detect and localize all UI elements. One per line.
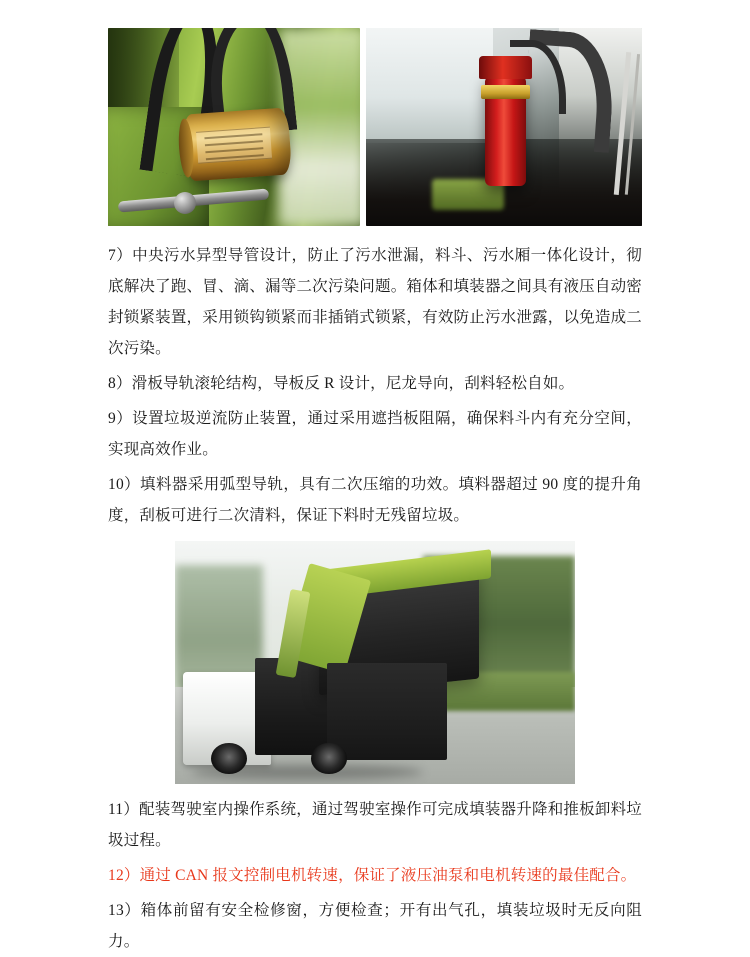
top-photo-row — [108, 28, 642, 226]
wheel-rear — [311, 743, 347, 775]
paragraph-13: 13）箱体前留有安全检修窗，方便检查；开有出气孔，填装垃圾时无反向阻力。 — [108, 902, 642, 950]
paragraph-11: 11）配装驾驶室内操作系统，通过驾驶室操作可完成填装器升降和推板卸料垃圾过程。 — [108, 801, 642, 849]
photo-oil-filter — [108, 28, 360, 226]
oil-filter-canister — [181, 108, 291, 183]
paragraph-12: 12）通过 CAN 报文控制电机转速，保证了液压油泵和电机转速的最佳配合。 — [108, 867, 637, 884]
filter-head — [479, 56, 531, 80]
body-text-bottom — [108, 790, 642, 957]
paragraph-8: 8）滑板导轨滚轮结构，导板反 R 设计，尼龙导向，刮料轻松自如。 — [108, 375, 575, 392]
photo-red-filter — [366, 28, 642, 226]
body-text-top — [108, 226, 642, 531]
tailgate — [327, 663, 447, 760]
wheel-front — [211, 743, 247, 775]
bolt-icon — [174, 192, 196, 214]
filter-label — [195, 126, 271, 164]
paragraph-7: 7）中央污水异型导管设计，防止了污水泄漏，料斗、污水厢一体化设计，彻底解决了跑、冒、滴、漏等二次污染问题。箱体和填装器之间具有液压自动密封锁紧装置，采用锁钩锁紧而非插销式锁紧，有效防止污水泄露，以免造成二次污染。 — [108, 247, 642, 357]
photo-garbage-truck — [175, 541, 575, 784]
paragraph-10: 10）填料器采用弧型导轨，具有二次压缩的功效。填料器超过 90 度的提升角度，刮板可进行二次清料，保证下料时无残留垃圾。 — [108, 476, 642, 524]
filter-clamp-band — [481, 85, 531, 99]
paragraph-9: 9）设置垃圾逆流防止装置，通过采用遮挡板阻隔，确保料斗内有充分空间，实现高效作业。 — [108, 410, 642, 458]
windshield-region — [366, 28, 493, 143]
